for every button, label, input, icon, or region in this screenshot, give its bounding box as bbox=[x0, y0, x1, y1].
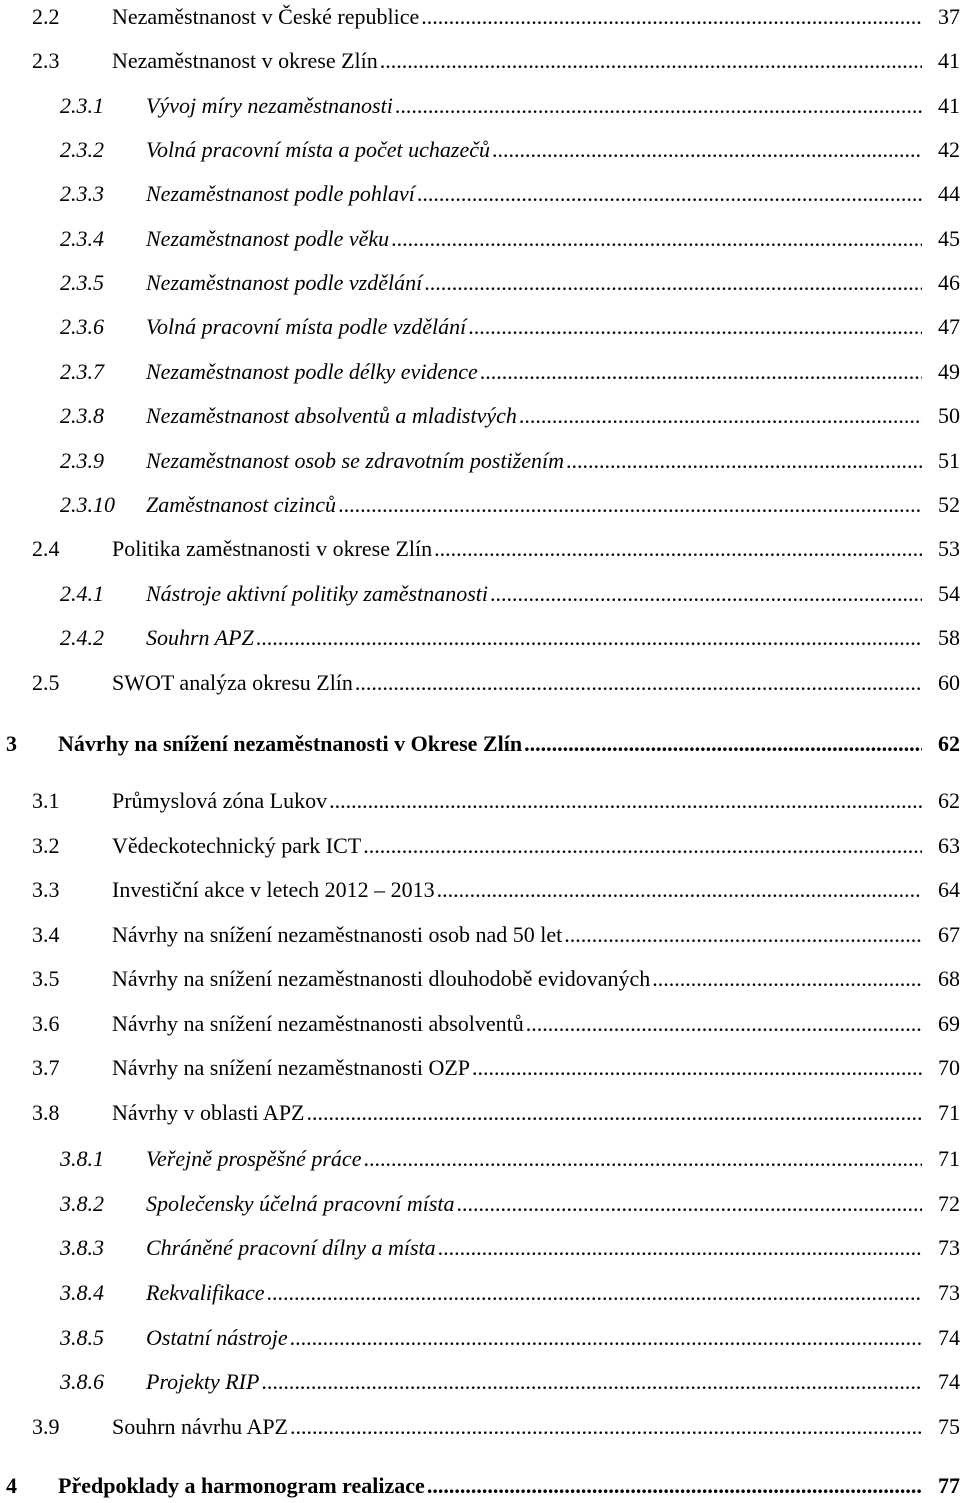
toc-entry-number: 2.3.3 bbox=[60, 181, 104, 206]
toc-entry[interactable] bbox=[0, 621, 960, 655]
toc-entry-title: Návrhy na snížení nezaměstnanosti dlouhodobě evidovaných bbox=[112, 966, 651, 991]
toc-leader-dots bbox=[391, 222, 922, 256]
toc-entry[interactable] bbox=[0, 1187, 960, 1221]
toc-leader-dots bbox=[457, 1187, 922, 1221]
toc-entry-page: 45 bbox=[938, 226, 960, 251]
toc-entry-number: 2.4.1 bbox=[60, 581, 104, 606]
toc-entry-page: 74 bbox=[938, 1325, 960, 1350]
toc-entry-number: 3.8 bbox=[32, 1100, 60, 1125]
toc-entry-title: Předpoklady a harmonogram realizace bbox=[58, 1473, 425, 1498]
toc-entry-title: Projekty RIP bbox=[146, 1369, 260, 1394]
toc-entry-title: Nezaměstnanost podle pohlaví bbox=[146, 181, 415, 206]
toc-entry-page: 71 bbox=[938, 1146, 960, 1171]
toc-entry[interactable] bbox=[0, 0, 960, 34]
toc-entry-number: 3.8.3 bbox=[60, 1235, 104, 1260]
toc-leader-dots bbox=[261, 1365, 922, 1399]
toc-leader-dots bbox=[472, 1051, 922, 1085]
toc-leader-dots bbox=[468, 310, 922, 344]
toc-entry[interactable] bbox=[0, 1007, 960, 1041]
toc-entry-number: 3.8.2 bbox=[60, 1191, 104, 1216]
toc-entry-title: Chráněné pracovní dílny a místa bbox=[146, 1235, 436, 1260]
toc-entry-page: 41 bbox=[938, 48, 960, 73]
toc-entry[interactable] bbox=[0, 918, 960, 952]
toc-entry-number: 2.3.2 bbox=[60, 137, 104, 162]
toc-entry[interactable] bbox=[0, 532, 960, 566]
toc-leader-dots bbox=[395, 89, 922, 123]
toc-entry[interactable] bbox=[0, 399, 960, 433]
toc-entry[interactable] bbox=[0, 177, 960, 211]
toc-leader-dots bbox=[434, 532, 922, 566]
toc-entry-page: 50 bbox=[938, 403, 960, 428]
toc-entry-number: 4 bbox=[6, 1473, 17, 1498]
toc-leader-dots bbox=[526, 1007, 922, 1041]
toc-entry-title: Zaměstnanost cizinců bbox=[146, 492, 337, 517]
toc-entry-title: Souhrn návrhu APZ bbox=[112, 1414, 288, 1439]
toc-entry-page: 52 bbox=[938, 492, 960, 517]
toc-entry-number: 3.8.1 bbox=[60, 1146, 104, 1171]
toc-entry-title: Politika zaměstnanosti v okrese Zlín bbox=[112, 536, 433, 561]
toc-entry-title: Společensky účelná pracovní místa bbox=[146, 1191, 455, 1216]
toc-entry[interactable] bbox=[0, 962, 960, 996]
toc-leader-dots bbox=[380, 44, 922, 78]
toc-entry-number: 2.3 bbox=[32, 48, 60, 73]
toc-leader-dots bbox=[652, 962, 922, 996]
toc-entry-title: Návrhy na snížení nezaměstnanosti OZP bbox=[112, 1055, 471, 1080]
toc-entry-page: 67 bbox=[938, 922, 960, 947]
toc-leader-dots bbox=[290, 1410, 922, 1444]
toc-entry-page: 54 bbox=[938, 581, 960, 606]
toc-leader-dots bbox=[519, 399, 922, 433]
toc-entry[interactable] bbox=[0, 310, 960, 344]
toc-entry-page: 46 bbox=[938, 270, 960, 295]
toc-leader-dots bbox=[266, 1276, 922, 1310]
toc-entry-page: 58 bbox=[938, 625, 960, 650]
toc-entry[interactable] bbox=[0, 1142, 960, 1176]
toc-leader-dots bbox=[417, 177, 922, 211]
toc-entry[interactable] bbox=[0, 488, 960, 522]
toc-entry[interactable] bbox=[0, 1276, 960, 1310]
toc-entry[interactable] bbox=[0, 873, 960, 907]
toc-entry-title: Návrhy na snížení nezaměstnanosti v Okrese Zlín bbox=[58, 731, 523, 756]
toc-entry-number: 2.3.5 bbox=[60, 270, 104, 295]
toc-entry-number: 3.1 bbox=[32, 788, 60, 813]
toc-entry[interactable] bbox=[0, 1469, 960, 1503]
toc-entry[interactable] bbox=[0, 266, 960, 300]
toc-entry-number: 3.9 bbox=[32, 1414, 60, 1439]
toc-entry-number: 2.3.8 bbox=[60, 403, 104, 428]
toc-entry-page: 47 bbox=[938, 314, 960, 339]
toc-entry[interactable] bbox=[0, 784, 960, 818]
toc-entry-title: Volná pracovní místa podle vzdělání bbox=[146, 314, 467, 339]
toc-entry[interactable] bbox=[0, 1096, 960, 1130]
toc-entry[interactable] bbox=[0, 444, 960, 478]
toc-entry-number: 3.2 bbox=[32, 833, 60, 858]
toc-entry-number: 2.3.4 bbox=[60, 226, 104, 251]
toc-entry-title: Veřejně prospěšné práce bbox=[146, 1146, 362, 1171]
toc-entry[interactable] bbox=[0, 829, 960, 863]
toc-entry-page: 49 bbox=[938, 359, 960, 384]
toc-entry-page: 41 bbox=[938, 93, 960, 118]
toc-entry-page: 74 bbox=[938, 1369, 960, 1394]
toc-entry-title: Nezaměstnanost v okrese Zlín bbox=[112, 48, 378, 73]
toc-entry-number: 2.4 bbox=[32, 536, 60, 561]
toc-leader-dots bbox=[480, 355, 922, 389]
toc-entry-number: 3.8.4 bbox=[60, 1280, 104, 1305]
toc-leader-dots bbox=[524, 727, 922, 761]
toc-leader-dots bbox=[424, 266, 922, 300]
toc-entry-number: 3.4 bbox=[32, 922, 60, 947]
toc-entry-page: 71 bbox=[938, 1100, 960, 1125]
toc-entry-number: 2.3.6 bbox=[60, 314, 104, 339]
toc-leader-dots bbox=[566, 444, 922, 478]
toc-entry-title: Průmyslová zóna Lukov bbox=[112, 788, 328, 813]
toc-entry-page: 51 bbox=[938, 448, 960, 473]
toc-leader-dots bbox=[421, 0, 922, 34]
toc-entry-title: Nástroje aktivní politiky zaměstnanosti bbox=[146, 581, 488, 606]
toc-entry-page: 62 bbox=[938, 788, 960, 813]
toc-entry[interactable] bbox=[0, 666, 960, 700]
toc-entry-number: 3.8.6 bbox=[60, 1369, 104, 1394]
toc-entry-page: 70 bbox=[938, 1055, 960, 1080]
toc-entry-number: 3 bbox=[6, 731, 17, 756]
toc-entry-title: Nezaměstnanost absolventů a mladistvých bbox=[146, 403, 517, 428]
toc-entry-title: Nezaměstnanost podle věku bbox=[146, 226, 390, 251]
toc-entry-number: 3.8.5 bbox=[60, 1325, 104, 1350]
toc-entry-title: Nezaměstnanost podle délky evidence bbox=[146, 359, 478, 384]
toc-entry[interactable] bbox=[0, 89, 960, 123]
toc-entry[interactable] bbox=[0, 1365, 960, 1399]
toc-entry-page: 73 bbox=[938, 1235, 960, 1260]
toc-entry-number: 2.2 bbox=[32, 4, 60, 29]
toc-leader-dots bbox=[427, 1469, 922, 1503]
toc-entry-page: 62 bbox=[938, 731, 960, 756]
toc-leader-dots bbox=[307, 1096, 923, 1130]
toc-entry-page: 37 bbox=[938, 4, 960, 29]
toc-entry-title: Nezaměstnanost podle vzdělání bbox=[146, 270, 423, 295]
toc-leader-dots bbox=[256, 621, 922, 655]
toc-entry-page: 63 bbox=[938, 833, 960, 858]
toc-entry-title: Nezaměstnanost v České republice bbox=[112, 4, 420, 29]
toc-entry-title: Návrhy na snížení nezaměstnanosti absolventů bbox=[112, 1011, 524, 1036]
toc-entry-title: Ostatní nástroje bbox=[146, 1325, 288, 1350]
toc-leader-dots bbox=[363, 829, 922, 863]
toc-entry-title: Rekvalifikace bbox=[146, 1280, 265, 1305]
toc-leader-dots bbox=[437, 873, 922, 907]
toc-entry-page: 77 bbox=[938, 1473, 960, 1498]
toc-entry[interactable] bbox=[0, 133, 960, 167]
toc-entry-page: 72 bbox=[938, 1191, 960, 1216]
toc-entry-number: 2.3.7 bbox=[60, 359, 104, 384]
toc-entry-title: Návrhy v oblasti APZ bbox=[112, 1100, 305, 1125]
toc-entry-title: Investiční akce v letech 2012 – 2013 bbox=[112, 877, 435, 902]
toc-leader-dots bbox=[564, 918, 922, 952]
toc-entry-title: Vědeckotechnický park ICT bbox=[112, 833, 362, 858]
toc-entry-title: Volná pracovní místa a počet uchazečů bbox=[146, 137, 490, 162]
toc-leader-dots bbox=[438, 1231, 922, 1265]
toc-entry-number: 3.5 bbox=[32, 966, 60, 991]
toc-leader-dots bbox=[490, 577, 922, 611]
toc-entry-page: 60 bbox=[938, 670, 960, 695]
toc-entry[interactable] bbox=[0, 1321, 960, 1355]
toc-entry-page: 44 bbox=[938, 181, 960, 206]
toc-entry-number: 3.3 bbox=[32, 877, 60, 902]
toc-leader-dots bbox=[363, 1142, 922, 1176]
toc-entry-page: 64 bbox=[938, 877, 960, 902]
toc-entry-title: SWOT analýza okresu Zlín bbox=[112, 670, 353, 695]
toc-leader-dots bbox=[492, 133, 922, 167]
toc-entry-page: 73 bbox=[938, 1280, 960, 1305]
toc-entry-number: 3.6 bbox=[32, 1011, 60, 1036]
toc-entry[interactable] bbox=[0, 1231, 960, 1265]
toc-entry-number: 2.3.1 bbox=[60, 93, 104, 118]
toc-entry-page: 68 bbox=[938, 966, 960, 991]
toc-leader-dots bbox=[290, 1321, 922, 1355]
toc-entry-number: 2.3.9 bbox=[60, 448, 104, 473]
toc-entry-page: 53 bbox=[938, 536, 960, 561]
toc-entry-number: 3.7 bbox=[32, 1055, 60, 1080]
toc-entry-title: Návrhy na snížení nezaměstnanosti osob nad 50 let bbox=[112, 922, 563, 947]
toc-entry-number: 2.3.10 bbox=[60, 492, 115, 517]
toc-entry[interactable] bbox=[0, 727, 960, 761]
toc-entry[interactable] bbox=[0, 577, 960, 611]
toc-leader-dots bbox=[329, 784, 922, 818]
toc-entry[interactable] bbox=[0, 355, 960, 389]
toc-entry-page: 42 bbox=[938, 137, 960, 162]
toc-entry-number: 2.4.2 bbox=[60, 625, 104, 650]
toc-entry-title: Vývoj míry nezaměstnanosti bbox=[146, 93, 393, 118]
toc-entry[interactable] bbox=[0, 44, 960, 78]
toc-entry[interactable] bbox=[0, 1051, 960, 1085]
toc-entry-title: Souhrn APZ bbox=[146, 625, 254, 650]
toc-entry[interactable] bbox=[0, 222, 960, 256]
toc-entry-number: 2.5 bbox=[32, 670, 60, 695]
toc-entry-title: Nezaměstnanost osob se zdravotním postižením bbox=[146, 448, 564, 473]
toc-entry[interactable] bbox=[0, 1410, 960, 1444]
toc-entry-page: 69 bbox=[938, 1011, 960, 1036]
toc-leader-dots bbox=[355, 666, 922, 700]
toc-leader-dots bbox=[338, 488, 922, 522]
toc-entry-page: 75 bbox=[938, 1414, 960, 1439]
